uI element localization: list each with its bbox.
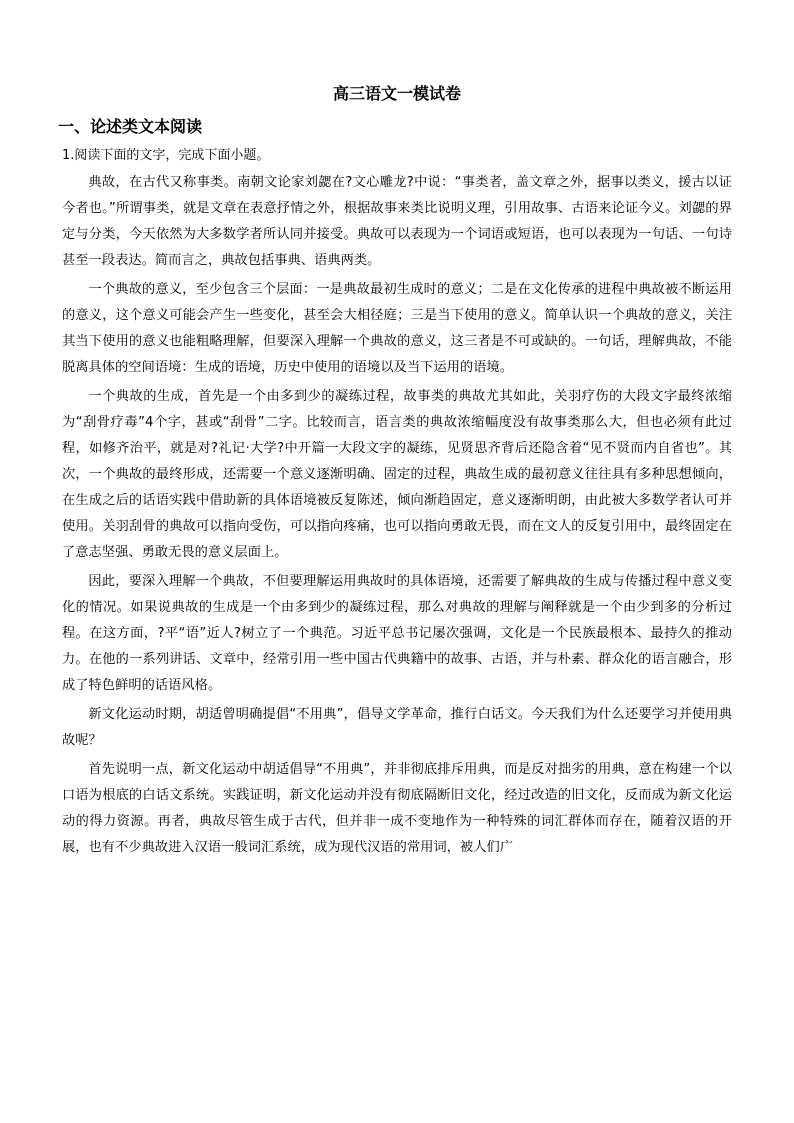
section-heading: 一、论述类文本阅读: [58, 117, 203, 136]
document-title: 高三语文一模试卷: [332, 84, 461, 103]
paragraph-5: 新文化运动时期，胡适曾明确提倡“不用典”，倡导文学革命，推行白话文。今天我们为什么还要学习并使用典故呢？: [62, 707, 732, 748]
paragraph-1: 典故，在古代又称事类。南朝文论家刘勰在?文心雕龙?中说：“事类者，盖文章之外，据事以类义，援古以证今者也。”所谓事类，就是文章在表意抒情之外，根据故事来类比说明义理，引用故事、古语来论证今义。刘勰的界定与分类，今天依然为大多数学者所认同并接受。典故可以表现为一个词语或短语，也可以表现为一句话、一句诗甚至一段表达。简而言之，典故包括事典、语典两类。: [62, 175, 732, 268]
paragraph-3: 一个典故的生成，首先是一个由多到少的凝练过程，故事类的典故尤其如此，关羽疗伤的大段文字最终浓缩为“刮骨疗毒”4个字，甚或“刮骨”二字。比较而言，语言类的典故浓缩幅度没有故事类那么大，但也必须有此过程，如修齐治平，就是对?礼记·大学?中开篇一大段文字的凝练，见贤思齐背后还隐含着“见不贤而内自省也”。其次，一个典故的最终形成，还需要一个意义逐渐明确、固定的过程，典故生成的最初意义往往具有多种思想倾向，在生成之后的话语实践中借助新的具体语境被反复陈述，倾向渐趋固定，意义逐渐明朗，由此被大多数学者认可并使用。关羽刮骨的典故可以指向受伤，可以指向疼痛，也可以指向勇敢无畏，而在文人的反复引用中，最终固定在了意志坚强、勇敢无畏的意义层面上。: [62, 389, 732, 560]
paragraph-2: 一个典故的意义，至少包含三个层面：一是典故最初生成时的意义；二是在文化传承的进程中典故被不断运用的意义，这个意义可能会产生一些变化，甚至会大相径庭；三是当下使用的意义。简单认识一个典故的意义，关注其当下使用的意义也能粗略理解，但要深入理解一个典故的意义，这三者是不可或缺的。一句话，理解典故，不能脱离具体的空间语境：生成的语境，历史中使用的语境以及当下运用的语境。: [62, 282, 732, 375]
paragraph-4: 因此，要深入理解一个典故，不但要理解运用典故时的具体语境，还需要了解典故的生成与传播过程中意义变化的情况。如果说典故的生成是一个由多到少的凝练过程，那么对典故的理解与阐释就是一个由少到多的分析过程。在这方面，?平“语”近人?树立了一个典范。习近平总书记屡次强调，文化是一个民族最根本、最持久的推动力。在他的一系列讲话、文章中，经常引用一些中国古代典籍中的故事、古语，并与朴素、群众化的语言融合，形成了特色鲜明的话语风格。: [62, 574, 732, 693]
document-page: [58, 82, 732, 864]
paragraph-6: 首先说明一点，新文化运动中胡适倡导“不用典”，并非彻底排斥用典，而是反对拙劣的用典，意在构建一个以口语为根底的白话文系统。实践证明，新文化运动并没有彻底隔断旧文化，经过改造的旧文化，反而成为新文化运动的得力资源。再者，典故尽管生成于古代，但并非一成不变地作为一种特殊的词汇群体而存在，随着汉语的开展，也有不少典故进入汉语一般词汇系统，成为现代汉语的常用词，被人们广: [62, 762, 732, 855]
question-prompt: 1.阅读下面的文字，完成下面小题。: [62, 148, 270, 163]
